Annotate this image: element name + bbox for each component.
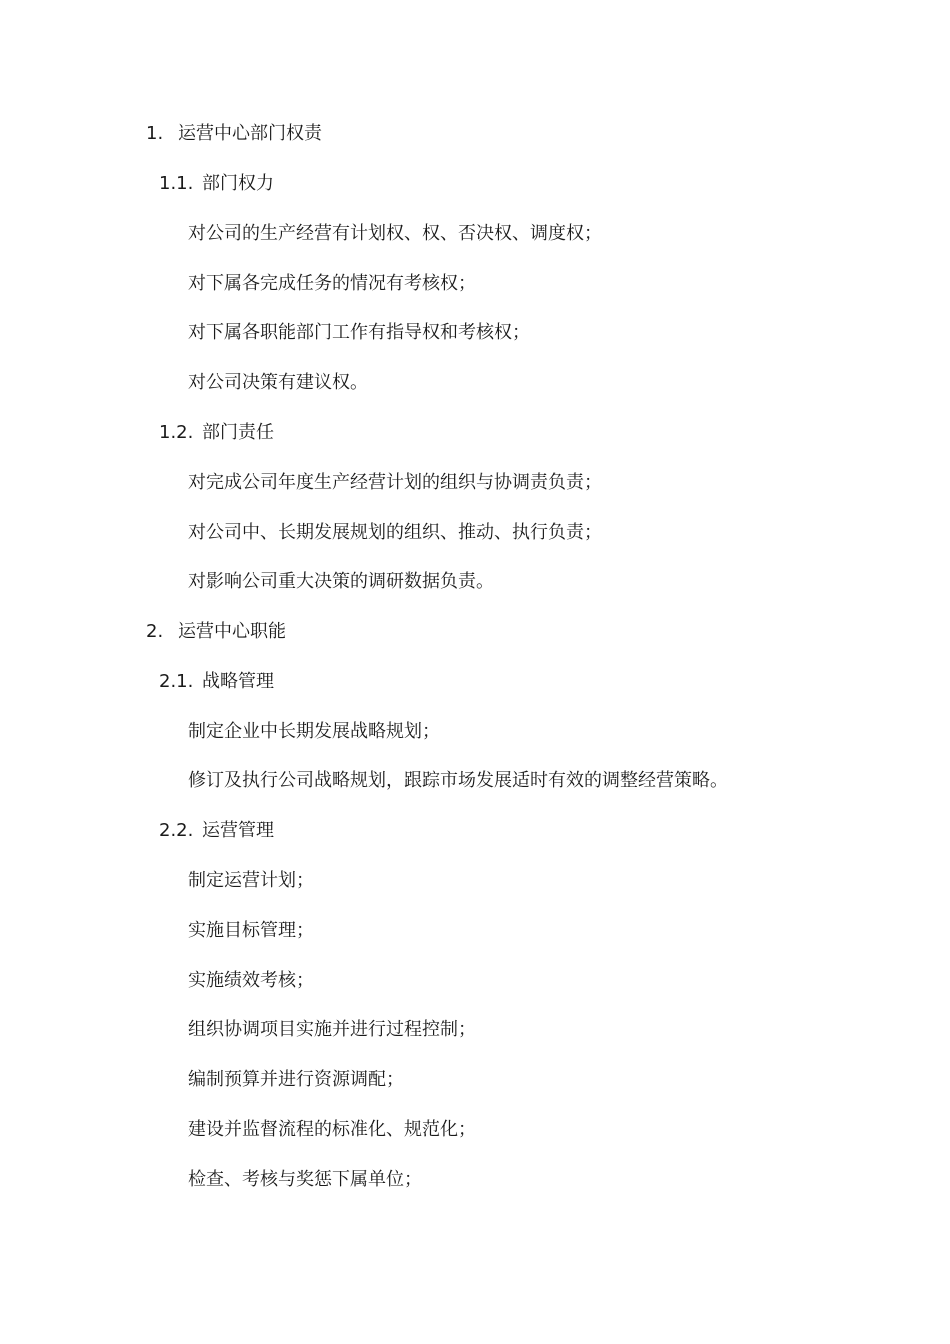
list-item: 对公司的生产经营有计划权、权、否决权、调度权； [188, 223, 602, 244]
list-item: 对公司中、长期发展规划的组织、推动、执行负责； [188, 522, 602, 543]
list-item: 制定企业中长期发展战略规划； [188, 721, 440, 742]
subsection-number: 2.2. [159, 820, 194, 841]
subsection-title: 运营管理 [202, 820, 274, 841]
list-item: 对影响公司重大决策的调研数据负责。 [188, 571, 494, 592]
subsection-number: 1.1. [159, 173, 194, 194]
list-item: 组织协调项目实施并进行过程控制； [188, 1019, 476, 1040]
list-item: 实施目标管理； [188, 920, 314, 941]
list-item: 制定运营计划； [188, 870, 314, 891]
list-item: 编制预算并进行资源调配； [188, 1069, 404, 1090]
list-item: 实施绩效考核； [188, 970, 314, 991]
list-item: 对下属各职能部门工作有指导权和考核权； [188, 322, 530, 343]
subsection-number: 2.1. [159, 671, 194, 692]
section-number: 2. [146, 621, 164, 642]
list-item: 检查、考核与奖惩下属单位； [188, 1169, 422, 1190]
list-item: 修订及执行公司战略规划，跟踪市场发展适时有效的调整经营策略。 [188, 770, 728, 791]
subsection-heading [159, 816, 274, 846]
section-number: 1. [146, 123, 164, 144]
subsection-number: 1.2. [159, 422, 194, 443]
list-item: 对完成公司年度生产经营计划的组织与协调责负责； [188, 472, 602, 493]
section-title: 运营中心部门权责 [178, 123, 322, 144]
section-heading [146, 119, 322, 149]
subsection-title: 部门责任 [202, 422, 274, 443]
subsection-heading [159, 169, 274, 199]
subsection-title: 战略管理 [202, 671, 274, 692]
section-title: 运营中心职能 [178, 621, 286, 642]
list-item: 建设并监督流程的标准化、规范化； [188, 1119, 476, 1140]
list-item: 对公司决策有建议权。 [188, 372, 368, 393]
subsection-heading [159, 667, 274, 697]
list-item: 对下属各完成任务的情况有考核权； [188, 273, 476, 294]
subsection-title: 部门权力 [202, 173, 274, 194]
subsection-heading [159, 418, 274, 448]
section-heading [146, 617, 286, 647]
